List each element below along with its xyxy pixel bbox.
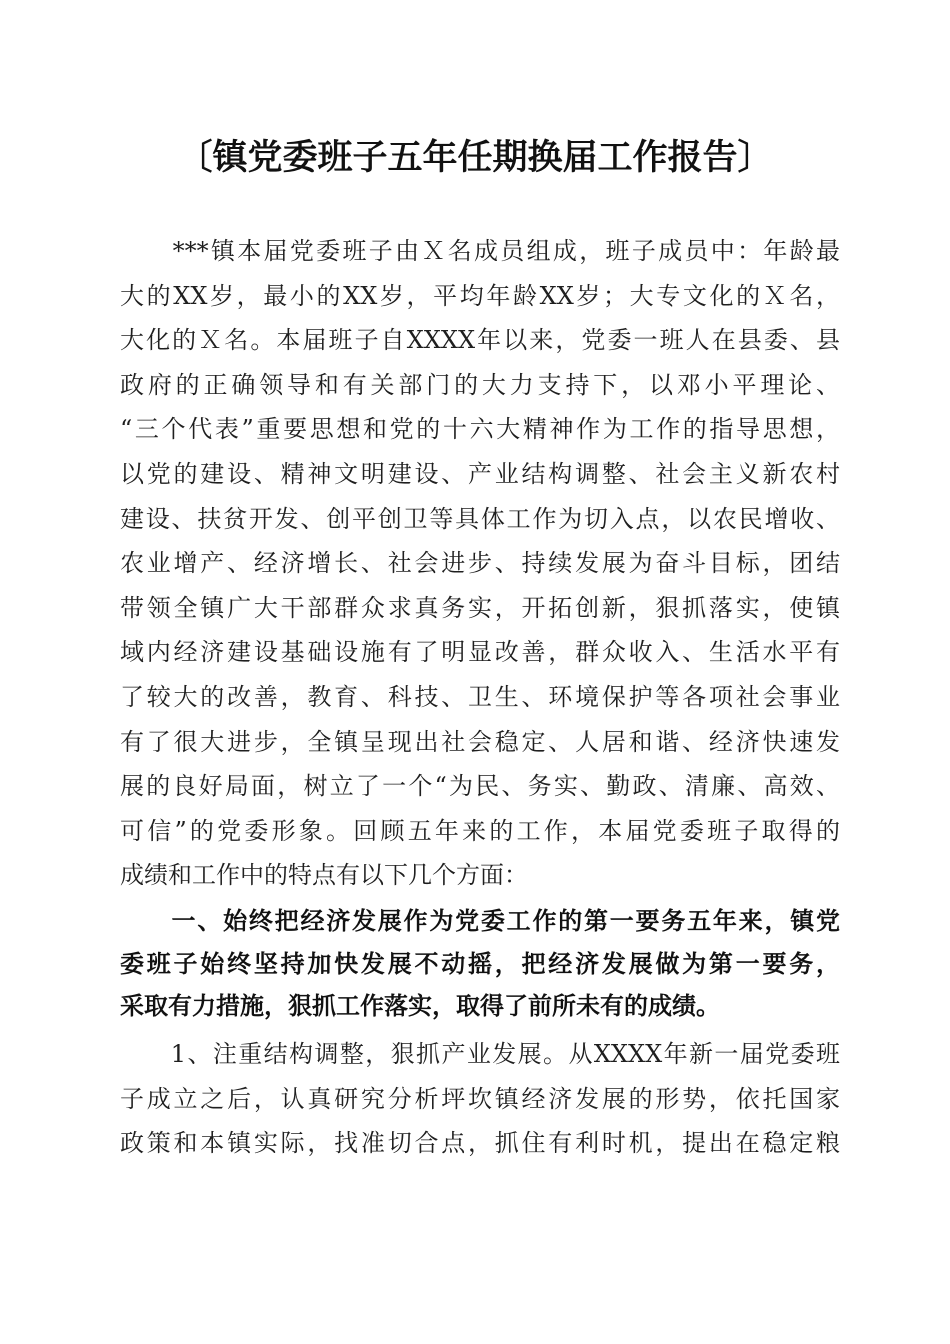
section-heading-line: 委班子始终坚持加快发展不动摇，把经济发展做为第一要务，: [120, 949, 840, 978]
intro-line: 可信”的党委形象。回顾五年来的工作，本届党委班子取得的: [120, 816, 840, 845]
intro-line: 了较大的改善，教育、科技、卫生、环境保护等各项社会事业: [120, 682, 840, 711]
subsection-paragraph: [120, 1032, 840, 1166]
intro-line: ***镇本届党委班子由Ｘ名成员组成，班子成员中：年龄最: [120, 237, 840, 265]
intro-line: 大化的Ｘ名。本届班子自XXXX年以来，党委一班人在县委、县: [120, 326, 840, 355]
document-title: 〔镇党委班子五年任期换届工作报告〕: [177, 137, 773, 178]
subsection-line: 1、注重结构调整，狠抓产业发展。从XXXX年新一届党委班: [120, 1040, 840, 1068]
intro-line: 带领全镇广大干部群众求真务实，开拓创新，狠抓落实，使镇: [120, 593, 840, 622]
intro-line: 展的良好局面，树立了一个“为民、务实、勤政、清廉、高效、: [120, 772, 840, 801]
intro-paragraph: [120, 229, 840, 898]
intro-line: “三个代表”重要思想和党的十六大精神作为工作的指导思想，: [120, 415, 840, 444]
intro-line: 政府的正确领导和有关部门的大力支持下，以邓小平理论、: [120, 370, 840, 399]
intro-line: 域内经济建设基础设施有了明显改善，群众收入、生活水平有: [120, 638, 840, 667]
intro-line: 有了很大进步，全镇呈现出社会稳定、人居和谐、经济快速发: [120, 727, 840, 756]
subsection-line: 政策和本镇实际，找准切合点，抓住有利时机，提出在稳定粮: [120, 1129, 840, 1158]
intro-line: 建设、扶贫开发、创平创卫等具体工作为切入点，以农民增收、: [120, 504, 840, 533]
section-heading-line: 一、始终把经济发展作为党委工作的第一要务五年来，镇党: [120, 907, 840, 935]
section-heading: [120, 900, 840, 1028]
intro-line: 成绩和工作中的特点有以下几个方面：: [120, 861, 528, 890]
intro-line: 农业增产、经济增长、社会进步、持续发展为奋斗目标，团结: [120, 549, 840, 578]
subsection-line: 子成立之后，认真研究分析坪坎镇经济发展的形势，依托国家: [120, 1084, 840, 1113]
section-heading-line: 采取有力措施，狠抓工作落实，取得了前所未有的成绩。: [120, 992, 720, 1020]
intro-line: 以党的建设、精神文明建设、产业结构调整、社会主义新农村: [120, 459, 840, 488]
intro-line: 大的XX岁，最小的XX岁，平均年龄XX岁；大专文化的Ｘ名，: [120, 281, 840, 310]
